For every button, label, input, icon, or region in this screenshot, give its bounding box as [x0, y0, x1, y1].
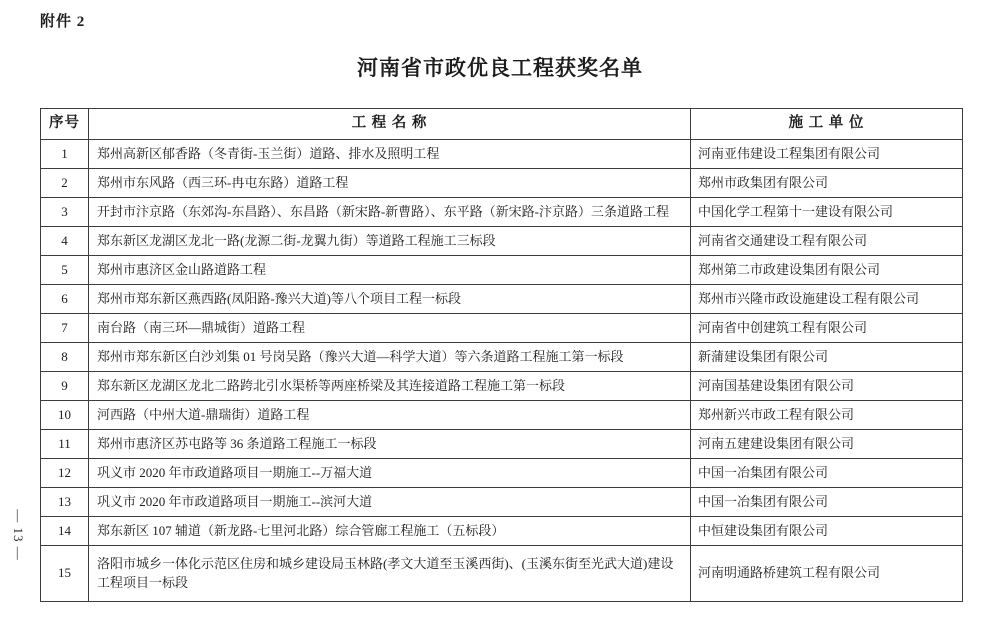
table-row: [41, 401, 963, 430]
table-row: [41, 430, 963, 459]
row-project: 洛阳市城乡一体化示范区住房和城乡建设局玉林路(孝文大道至玉溪西街)、(玉溪东街至光武大道)建设工程项目一标段: [89, 546, 691, 602]
row-project: 南台路（南三环—鼎城街）道路工程: [89, 314, 691, 343]
table-row: [41, 198, 963, 227]
header-project: 工 程 名 称: [89, 109, 691, 140]
table-row: [41, 140, 963, 169]
row-unit: 河南明通路桥建筑工程有限公司: [691, 546, 963, 602]
row-unit: 中国一冶集团有限公司: [691, 459, 963, 488]
table-row: [41, 517, 963, 546]
table-row: [41, 169, 963, 198]
row-no: 12: [41, 459, 89, 488]
header-unit: 施 工 单 位: [691, 109, 963, 140]
table-row: [41, 285, 963, 314]
row-no: 15: [41, 546, 89, 602]
row-unit: 河南亚伟建设工程集团有限公司: [691, 140, 963, 169]
attachment-label: 附件 2: [40, 14, 86, 30]
row-project: 开封市汴京路（东郊沟-东昌路）、东昌路（新宋路-新曹路）、东平路（新宋路-汴京路）三条道路工程: [89, 198, 691, 227]
row-unit: 河南省交通建设工程有限公司: [691, 227, 963, 256]
row-unit: 中国一冶集团有限公司: [691, 488, 963, 517]
table-row: [41, 227, 963, 256]
row-project: 郑州市郑东新区白沙刘集 01 号岗吴路（豫兴大道—科学大道）等六条道路工程施工第一标段: [89, 343, 691, 372]
table-row: [41, 459, 963, 488]
table-row: [41, 372, 963, 401]
row-no: 6: [41, 285, 89, 314]
row-no: 7: [41, 314, 89, 343]
page-number: — 13 —: [11, 509, 26, 561]
row-no: 14: [41, 517, 89, 546]
row-project: 郑州市惠济区苏屯路等 36 条道路工程施工一标段: [89, 430, 691, 459]
row-no: 8: [41, 343, 89, 372]
row-no: 5: [41, 256, 89, 285]
row-no: 1: [41, 140, 89, 169]
row-unit: 郑州市政集团有限公司: [691, 169, 963, 198]
row-unit: 郑州第二市政建设集团有限公司: [691, 256, 963, 285]
table-row: [41, 314, 963, 343]
table-header-row: [41, 109, 963, 140]
row-unit: 中恒建设集团有限公司: [691, 517, 963, 546]
row-unit: 河南五建建设集团有限公司: [691, 430, 963, 459]
table-row: [41, 256, 963, 285]
row-project: 郑东新区龙湖区龙北二路跨北引水渠桥等两座桥梁及其连接道路工程施工第一标段: [89, 372, 691, 401]
row-no: 11: [41, 430, 89, 459]
row-unit: 河南省中创建筑工程有限公司: [691, 314, 963, 343]
award-table: [40, 108, 963, 602]
table-row: [41, 343, 963, 372]
row-no: 13: [41, 488, 89, 517]
row-unit: 河南国基建设集团有限公司: [691, 372, 963, 401]
row-no: 3: [41, 198, 89, 227]
row-project: 巩义市 2020 年市政道路项目一期施工--滨河大道: [89, 488, 691, 517]
row-project: 郑州市东风路（西三环-冉屯东路）道路工程: [89, 169, 691, 198]
row-unit: 郑州市兴隆市政设施建设工程有限公司: [691, 285, 963, 314]
row-unit: 中国化学工程第十一建设有限公司: [691, 198, 963, 227]
page-title: 河南省市政优良工程获奖名单: [357, 56, 643, 80]
row-unit: 新蒲建设集团有限公司: [691, 343, 963, 372]
row-no: 4: [41, 227, 89, 256]
row-project: 郑州高新区郁香路（冬青街-玉兰街）道路、排水及照明工程: [89, 140, 691, 169]
row-no: 9: [41, 372, 89, 401]
row-project: 郑东新区 107 辅道（新龙路-七里河北路）综合管廊工程施工（五标段）: [89, 517, 691, 546]
header-no: 序号: [41, 109, 89, 140]
row-unit: 郑州新兴市政工程有限公司: [691, 401, 963, 430]
table-row: [41, 488, 963, 517]
row-project: 河西路（中州大道-鼎瑞街）道路工程: [89, 401, 691, 430]
row-project: 郑州市惠济区金山路道路工程: [89, 256, 691, 285]
row-no: 2: [41, 169, 89, 198]
row-project: 郑州市郑东新区燕西路(凤阳路-豫兴大道)等八个项目工程一标段: [89, 285, 691, 314]
row-project: 郑东新区龙湖区龙北一路(龙源二街-龙翼九街）等道路工程施工三标段: [89, 227, 691, 256]
row-project: 巩义市 2020 年市政道路项目一期施工--万福大道: [89, 459, 691, 488]
row-no: 10: [41, 401, 89, 430]
table-row: [41, 546, 963, 602]
